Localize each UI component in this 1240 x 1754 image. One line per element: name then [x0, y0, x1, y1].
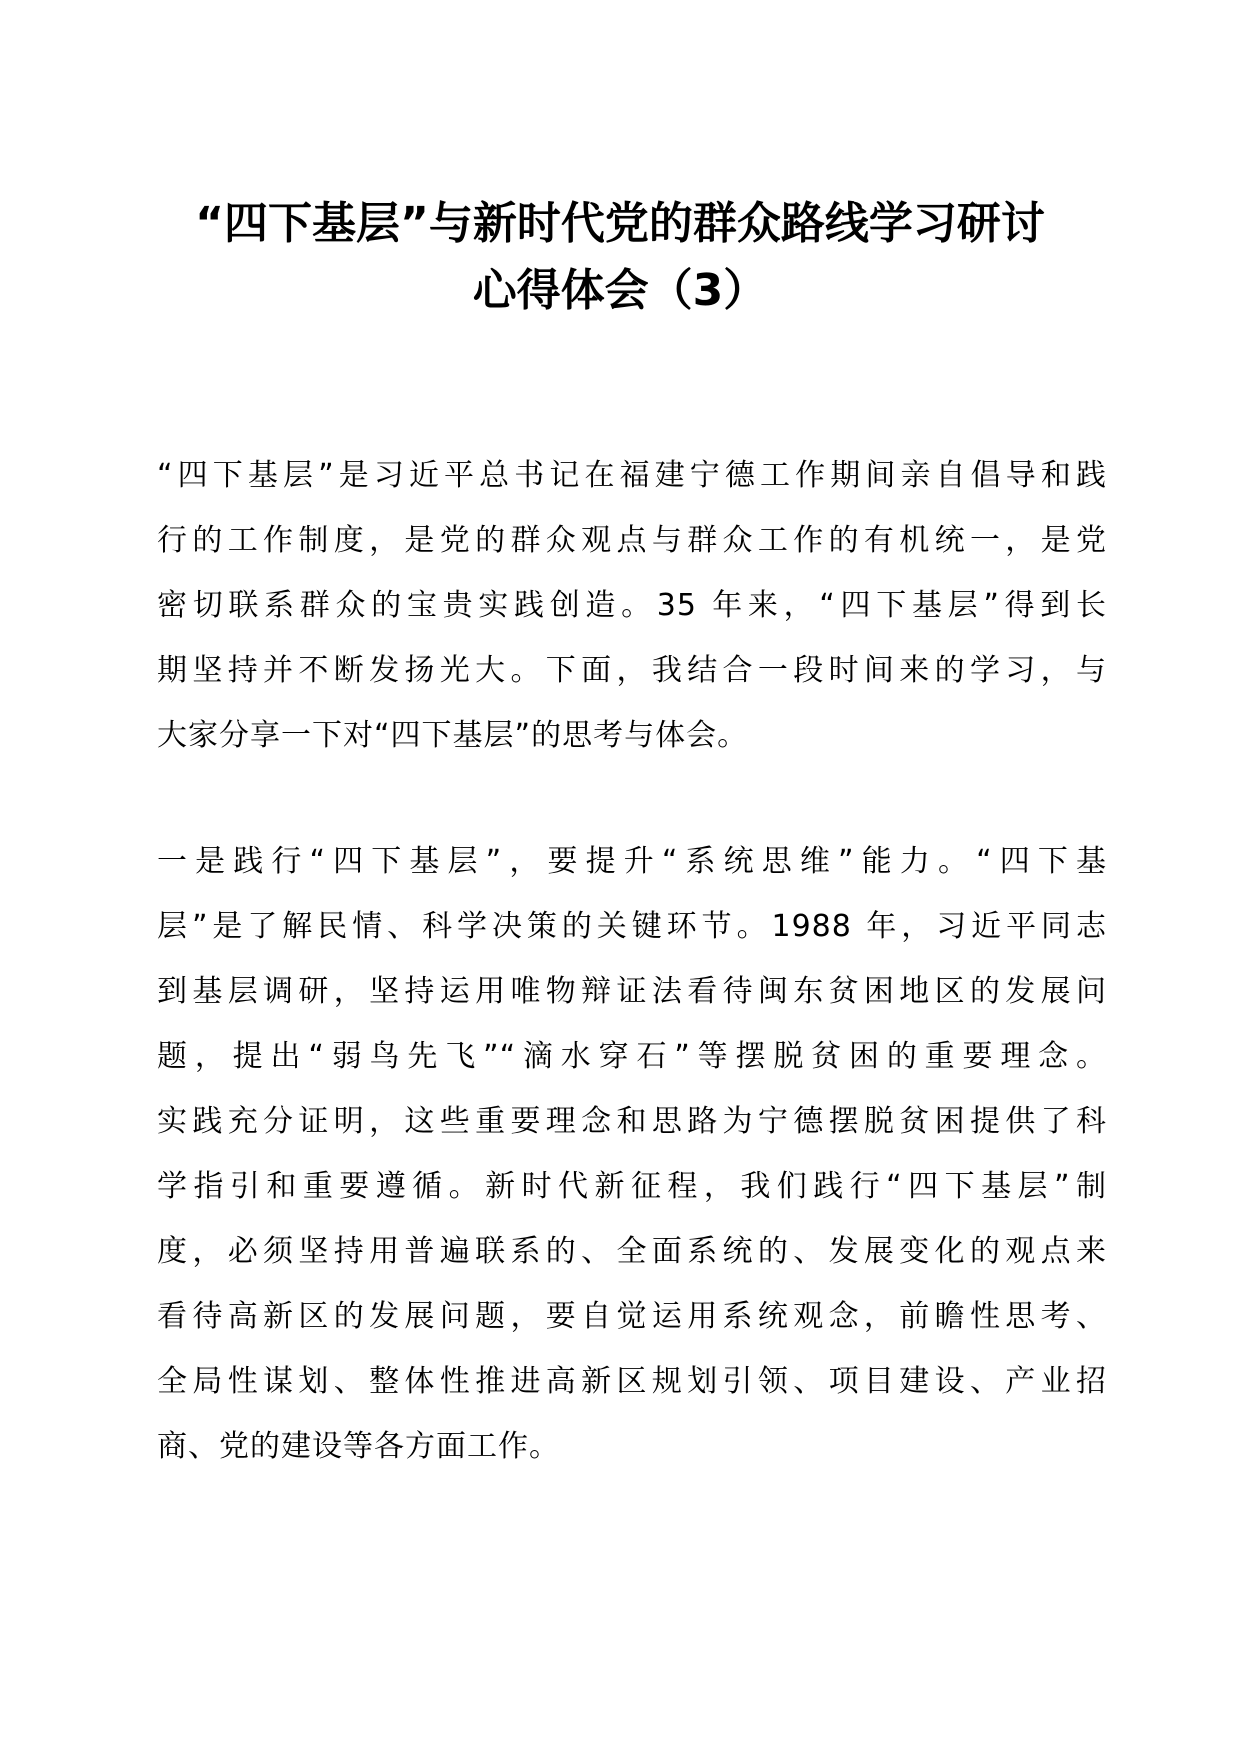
paragraph-line: 一是践行“四下基层”，要提升“系统思维”能力。“四下基: [157, 844, 1107, 879]
paragraph-line: 大家分享一下对“四下基层”的思考与体会。: [157, 718, 749, 753]
paragraph-line: 度，必须坚持用普遍联系的、全面系统的、发展变化的观点来: [157, 1234, 1107, 1269]
document-title-line-1: “四下基层”与新时代党的群众路线学习研讨: [195, 198, 1045, 249]
paragraph-line: 看待高新区的发展问题，要自觉运用系统观念，前瞻性思考、: [157, 1299, 1107, 1334]
paragraph-line: 期坚持并不断发扬光大。下面，我结合一段时间来的学习，与: [157, 653, 1107, 688]
paragraph-line: 密切联系群众的宝贵实践创造。35 年来，“四下基层”得到长: [157, 588, 1107, 623]
paragraph-line: 到基层调研，坚持运用唯物辩证法看待闽东贫困地区的发展问: [157, 974, 1107, 1009]
paragraph-line: 题，提出“弱鸟先飞”“滴水穿石”等摆脱贫困的重要理念。: [157, 1039, 1107, 1074]
paragraph-line: 层”是了解民情、科学决策的关键环节。1988 年，习近平同志: [157, 909, 1107, 944]
paragraph-line: 实践充分证明，这些重要理念和思路为宁德摆脱贫困提供了科: [157, 1104, 1107, 1139]
document-title-line-2: 心得体会（3）: [472, 265, 768, 316]
paragraph-line: 全局性谋划、整体性推进高新区规划引领、项目建设、产业招: [157, 1364, 1107, 1399]
paragraph-line: 学指引和重要遵循。新时代新征程，我们践行“四下基层”制: [157, 1169, 1107, 1204]
paragraph-line: 行的工作制度，是党的群众观点与群众工作的有机统一，是党: [157, 523, 1107, 558]
paragraph-line: 商、党的建设等各方面工作。: [157, 1429, 560, 1464]
paragraph-line: “四下基层”是习近平总书记在福建宁德工作期间亲自倡导和践: [157, 458, 1107, 493]
